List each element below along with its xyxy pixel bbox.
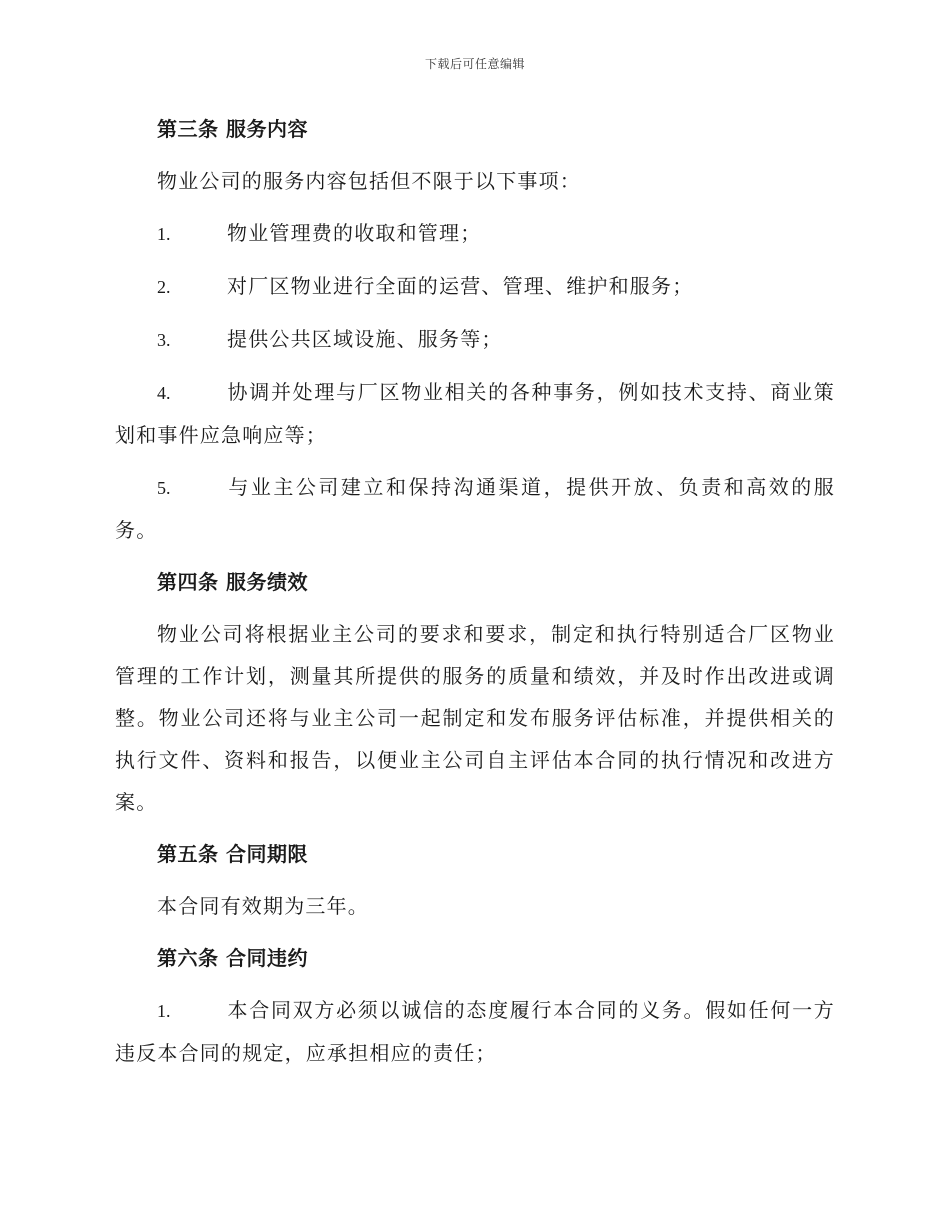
section-3-intro: 物业公司的服务内容包括但不限于以下事项：	[157, 169, 581, 193]
list-item-number: 2.	[157, 277, 171, 297]
list-item-text: 对厂区物业进行全面的运营、管理、维护和服务；	[227, 274, 694, 298]
list-item-number: 3.	[157, 330, 171, 350]
page-header: 下载后可任意编辑	[424, 57, 525, 71]
list-item-number: 4.	[157, 383, 171, 403]
list-item	[115, 989, 835, 1074]
list-item-text: 物业管理费的收取和管理；	[227, 221, 482, 245]
list-item-number: 5.	[157, 478, 171, 498]
section-title-6: 第六条 合同违约	[157, 946, 308, 970]
section-title-3: 第三条 服务内容	[157, 117, 308, 141]
document-body	[115, 108, 835, 1084]
list-item-text: 提供公共区域设施、服务等；	[227, 327, 503, 351]
list-item-number: 1.	[157, 1001, 171, 1021]
list-item	[115, 371, 835, 456]
list-item	[115, 466, 835, 551]
list-item-text: 协调并处理与厂区物业相关的各种事务，例如技术支持、商业策划和事件应急响应等；	[115, 380, 835, 447]
section-4-body: 物业公司将根据业主公司的要求和要求，制定和执行特别适合厂区物业管理的工作计划，测量其所提供的服务的质量和绩效，并及时作出改进或调整。物业公司还将与业主公司一起制定和发布服务评估标准，并提供相关的执行文件、资料和报告，以便业主公司自主评估本合同的执行情况和改进方案。	[115, 622, 835, 814]
section-5-body: 本合同有效期为三年。	[157, 894, 369, 918]
list-item-text: 本合同双方必须以诚信的态度履行本合同的义务。假如任何一方违反本合同的规定，应承担相应的责任；	[115, 998, 835, 1065]
list-item	[115, 212, 835, 255]
section-title-4: 第四条 服务绩效	[157, 570, 308, 594]
list-item	[115, 318, 835, 361]
section-title-5: 第五条 合同期限	[157, 842, 308, 866]
list-item	[115, 265, 835, 308]
list-item-text: 与业主公司建立和保持沟通渠道，提供开放、负责和高效的服务。	[115, 475, 835, 542]
list-item-number: 1.	[157, 224, 171, 244]
